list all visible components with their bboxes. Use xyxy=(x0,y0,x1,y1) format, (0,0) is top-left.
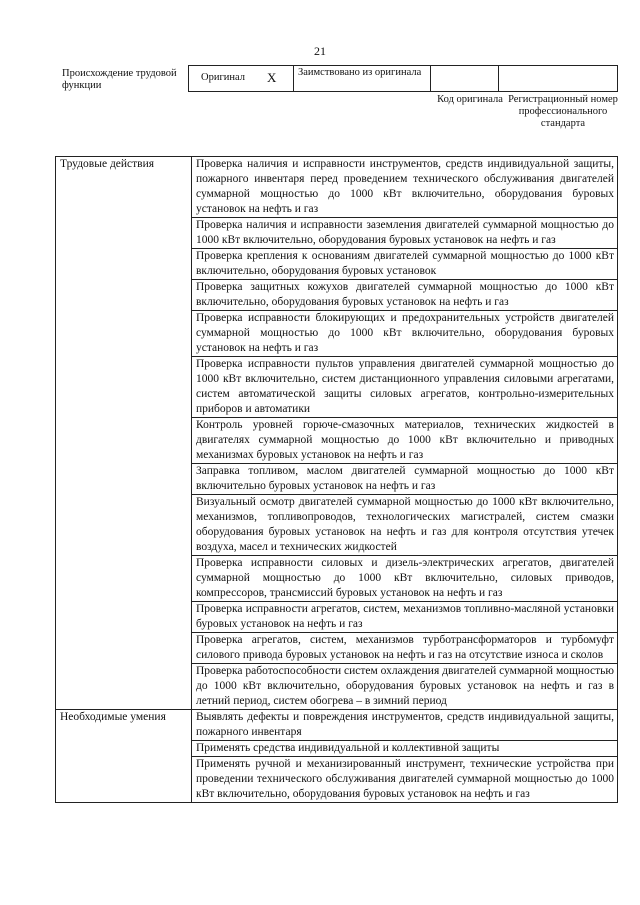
origin-original-mark: X xyxy=(267,70,277,85)
section-heading: Необходимые умения xyxy=(56,710,192,803)
table-cell: Проверка защитных кожухов двигателей суммарной мощностью до 1000 кВт включительно, оборудования буровых установок на нефть и газ xyxy=(192,280,618,311)
table-cell: Проверка исправности пультов управления двигателей суммарной мощностью до 1000 кВт включительно, систем дистанционного управления силовыми агрегатами, систем автоматической защиты силовых агрегатов, контрольно-измерительных приборов и автоматики xyxy=(192,357,618,418)
table-cell: Проверка исправности блокирующих и предохранительных устройств двигателей суммарной мощностью до 1000 кВт включительно, оборудования буровых установок на нефть и газ xyxy=(192,311,618,357)
origin-reg-cell xyxy=(499,66,617,91)
origin-code-cell xyxy=(431,66,499,91)
table-cell: Проверка исправности агрегатов, систем, механизмов топливно-масляной установки буровых установок на нефть и газ xyxy=(192,602,618,633)
table-cell: Проверка наличия и исправности заземления двигателей суммарной мощностью до 1000 кВт включительно, оборудования буровых установок на нефть и газ xyxy=(192,218,618,249)
table-cell: Применять средства индивидуальной и коллективной защиты xyxy=(192,741,618,757)
reg-caption: Регистрационный номер профессионального стандарта xyxy=(508,94,618,129)
section-heading: Трудовые действия xyxy=(56,157,192,710)
table-cell: Выявлять дефекты и повреждения инструментов, средств индивидуальной защиты, пожарного инвентаря xyxy=(192,710,618,741)
origin-original-label: Оригинал xyxy=(201,72,245,83)
origin-borrowed-cell: Заимствовано из оригинала xyxy=(294,66,431,91)
table-cell: Применять ручной и механизированный инструмент, технические устройства при проведении технического обслуживания двигателей суммарной мощностью до 1000 кВт включительно, оборудования буровых установок на нефть и газ xyxy=(192,757,618,803)
origin-table xyxy=(188,65,618,92)
table-cell: Проверка наличия и исправности инструментов, средств индивидуальной защиты, пожарного инвентаря перед проведением технического обслуживания двигателей суммарной мощностью до 1000 кВт включительно, оборудования буровых установок на нефть и газ xyxy=(192,157,618,218)
table-cell: Проверка работоспособности систем охлаждения двигателей суммарной мощностью до 1000 кВт включительно, оборудования буровых установок на нефть и газ в летний период, систем обогрева – в зимний период xyxy=(192,664,618,710)
table-cell: Проверка исправности силовых и дизель-электрических агрегатов, двигателей суммарной мощностью до 1000 кВт включительно, силовых приводов, компрессоров, трансмиссий буровых установок на нефть и газ xyxy=(192,556,618,602)
table-row xyxy=(56,157,618,218)
table-cell: Проверка крепления к основаниям двигателей суммарной мощностью до 1000 кВт включительно, оборудования буровых установок xyxy=(192,249,618,280)
table-cell: Контроль уровней горюче-смазочных материалов, технических жидкостей в двигателях суммарной мощностью до 1000 кВт включительно и приводных механизмах буровых установок на нефть и газ xyxy=(192,418,618,464)
table-cell: Визуальный осмотр двигателей суммарной мощностью до 1000 кВт включительно, механизмов, топливопроводов, технологических магистралей, систем смазки оборудования буровых установок на нефть и газ для контроля отсутствия утечек воздуха, масел и технических жидкостей xyxy=(192,495,618,556)
table-cell: Заправка топливом, маслом двигателей суммарной мощностью до 1000 кВт включительно буровых установок на нефть и газ xyxy=(192,464,618,495)
origin-original-cell xyxy=(189,66,294,91)
origin-label: Происхождение трудовой функции xyxy=(62,68,177,91)
table-cell: Проверка агрегатов, систем, механизмов турботрансформаторов и турбомуфт силового привода буровых установок на нефть и газ на отсутствие износа и сколов xyxy=(192,633,618,664)
code-caption: Код оригинала xyxy=(437,94,503,105)
table-row xyxy=(56,710,618,741)
function-table xyxy=(55,156,618,803)
page-number: 21 xyxy=(314,44,326,58)
